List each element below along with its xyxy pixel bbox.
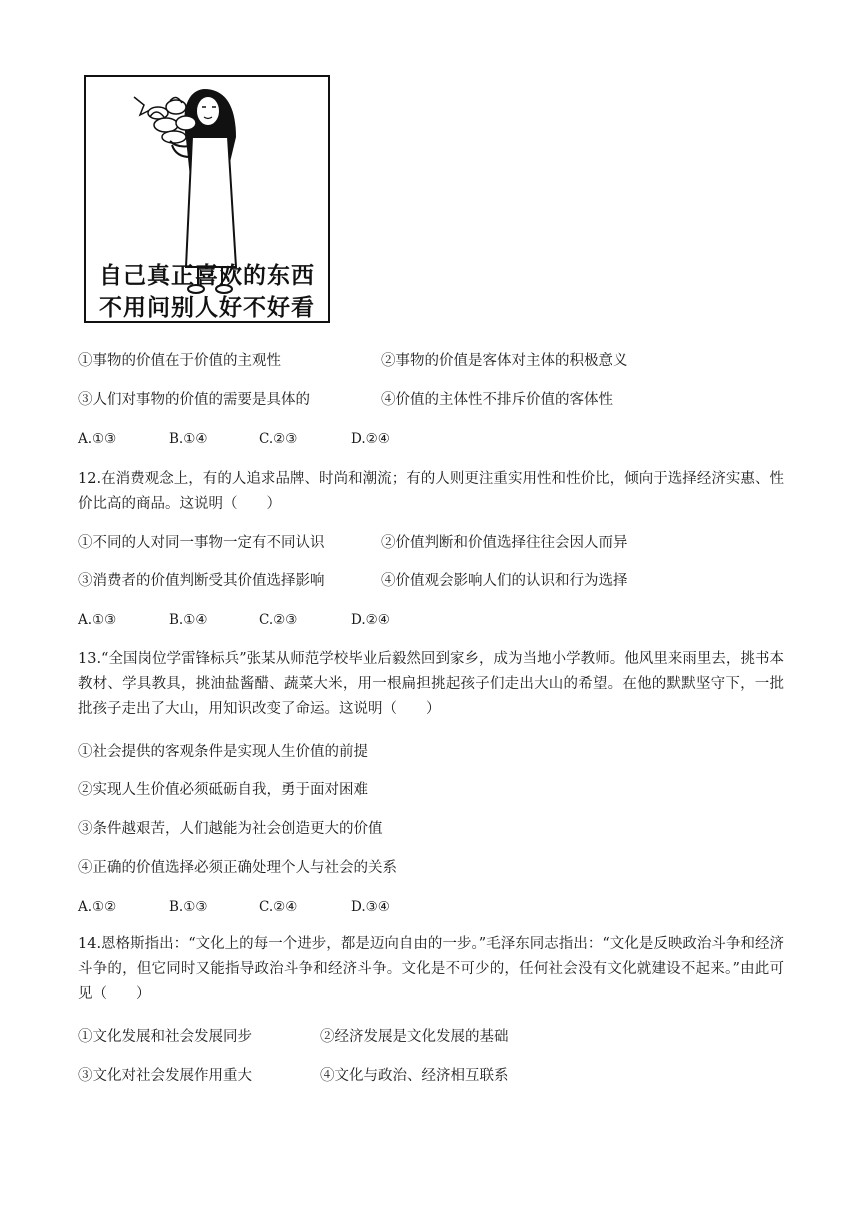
q12-choice-d: D.②④ (351, 612, 390, 628)
q14-option-2: ②经济发展是文化发展的基础 (320, 1029, 509, 1045)
q11-choice-a: A.①③ (78, 431, 117, 447)
q13-stem: 13.“全国岗位学雷锋标兵”张某从师范学校毕业后毅然回到家乡，成为当地小学教师。他风里来雨里去，挑书本教材、学具教具，挑油盐酱醋、蔬菜大米，用一根扁担挑起孩子们走出大山的希望。在他的默默坚守下，一批批孩子走出了大山，用知识改变了命运。这说明（ ） (78, 651, 784, 717)
q13-choice-b: B.①③ (169, 899, 208, 915)
q11-option-4: ④价值的主体性不排斥价值的客体性 (381, 392, 613, 408)
q12-option-3: ③消费者的价值判断受其价值选择影响 (78, 573, 325, 589)
q14-option-4: ④文化与政治、经济相互联系 (320, 1068, 509, 1084)
q12-choice-b: B.①④ (169, 612, 208, 628)
q11-option-3: ③人们对事物的价值的需要是具体的 (78, 392, 310, 408)
q14-option-1: ①文化发展和社会发展同步 (78, 1029, 252, 1045)
q14-stem: 14.恩格斯指出：“文化上的每一个进步，都是迈向自由的一步。”毛泽东同志指出：“文化是反映政治斗争和经济斗争的，但它同时又能指导政治斗争和经济斗争。文化是不可少的，任何社会没有文化就建设不起来。”由此可见（ ） (78, 936, 784, 1002)
q12-choice-a: A.①③ (78, 612, 117, 628)
q12-option-4: ④价值观会影响人们的认识和行为选择 (381, 573, 628, 589)
cartoon-caption-line2: 不用问别人好不好看 (99, 295, 315, 321)
q13-choice-a: A.①② (78, 899, 117, 915)
q11-choice-c: C.②③ (259, 431, 298, 447)
q13-option-2: ②实现人生价值必须砥砺自我，勇于面对困难 (78, 782, 368, 798)
q12-choice-c: C.②③ (259, 612, 298, 628)
q12-option-2: ②价值判断和价值选择往往会因人而异 (381, 535, 628, 551)
q12-option-1: ①不同的人对同一事物一定有不同认识 (78, 535, 325, 551)
q11-option-2: ②事物的价值是客体对主体的积极意义 (381, 353, 628, 369)
q11-choice-b: B.①④ (169, 431, 208, 447)
q14-option-3: ③文化对社会发展作用重大 (78, 1068, 252, 1084)
cartoon-caption-line1: 自己真正喜欢的东西 (99, 263, 315, 289)
q13-choice-c: C.②④ (259, 899, 298, 915)
q13-option-3: ③条件越艰苦，人们越能为社会创造更大的价值 (78, 821, 383, 837)
q12-stem: 12.在消费观念上，有的人追求品牌、时尚和潮流；有的人则更注重实用性和性价比，倾向于选择经济实惠、性价比高的商品。这说明（ ） (78, 471, 784, 512)
q13-option-4: ④正确的价值选择必须正确处理个人与社会的关系 (78, 860, 397, 876)
q11-choice-d: D.②④ (351, 431, 390, 447)
q13-option-1: ①社会提供的客观条件是实现人生价值的前提 (78, 744, 368, 760)
cartoon-image (84, 75, 330, 323)
q13-choice-d: D.③④ (351, 899, 390, 915)
q11-option-1: ①事物的价值在于价值的主观性 (78, 353, 281, 369)
